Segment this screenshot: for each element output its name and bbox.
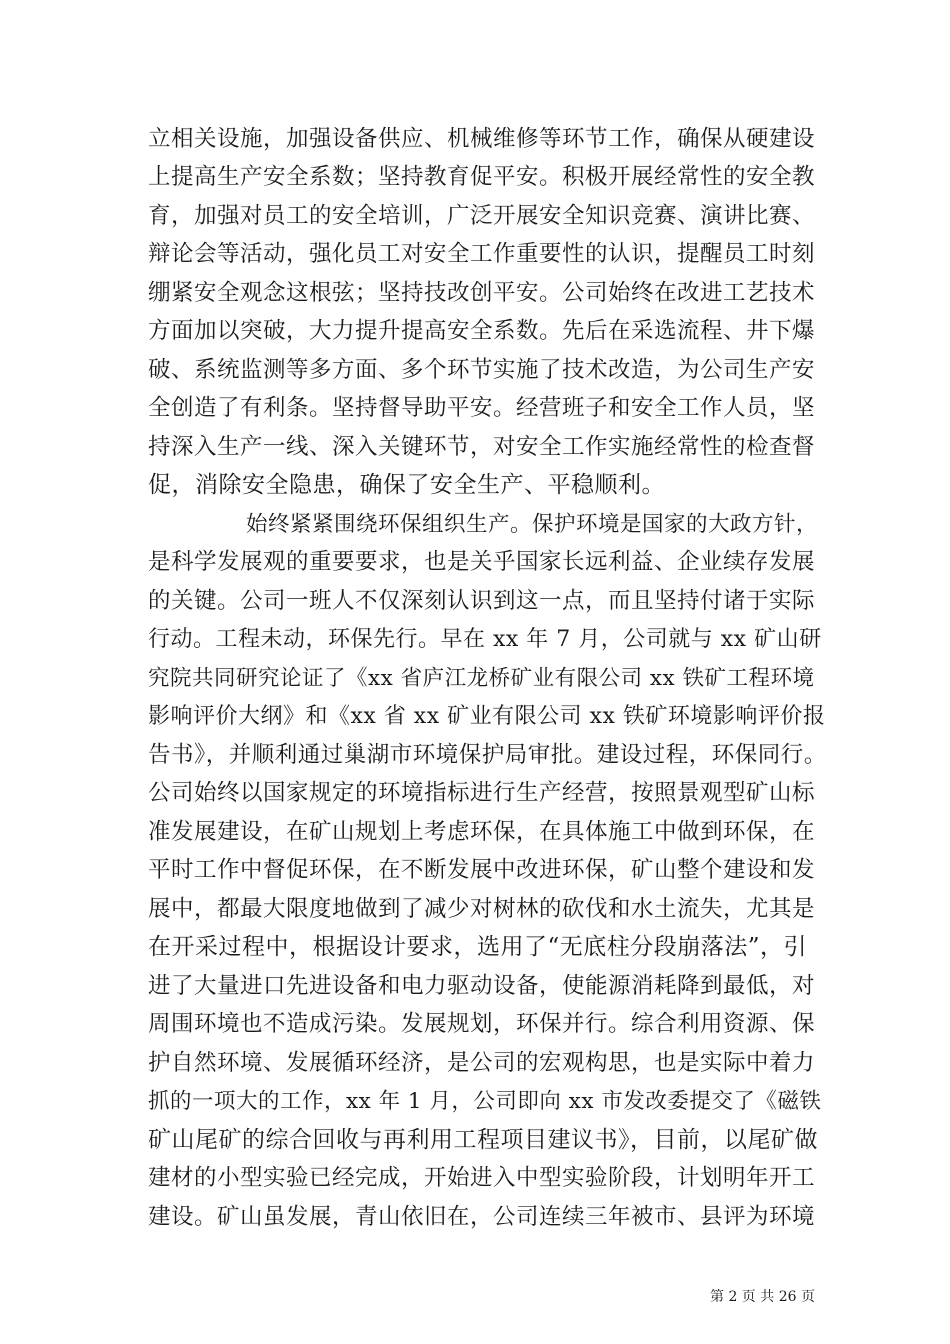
text-line: 建材的小型实验已经完成，开始进入中型实验阶段，计划明年开工	[148, 1165, 816, 1191]
text-line: 方面加以突破，大力提升提高安全系数。先后在采选流程、井下爆	[148, 318, 816, 344]
text-line: 绷紧安全观念这根弦；坚持技改创平安。公司始终在改进工艺技术	[148, 280, 816, 306]
text-line: 周围环境也不造成污染。发展规划，环保并行。综合利用资源、保	[148, 1011, 816, 1037]
text-line: 影响评价大纲》和《xx 省 xx 矿业有限公司 xx 铁矿环境影响评价报	[148, 704, 826, 729]
text-line: 进了大量进口先进设备和电力驱动设备，使能源消耗降到最低，对	[148, 973, 816, 999]
text-line: 上提高生产安全系数；坚持教育促平安。积极开展经常性的安全教	[148, 164, 816, 190]
text-line: 告书》，并顺利通过巢湖市环境保护局审批。建设过程，环保同行。	[148, 742, 827, 768]
text-line: 矿山尾矿的综合回收与再利用工程项目建议书》，目前，以尾矿做	[148, 1127, 818, 1153]
text-line: 立相关设施，加强设备供应、机械维修等环节工作，确保从硬建设	[148, 126, 816, 152]
text-line: 持深入生产一线、深入关键环节，对安全工作实施经常性的检查督	[148, 434, 816, 460]
text-line: 建设。矿山虽发展，青山依旧在，公司连续三年被市、县评为环境	[148, 1204, 816, 1230]
text-line: 是科学发展观的重要要求，也是关乎国家长远利益、企业续存发展	[148, 549, 816, 575]
text-line: 促，消除安全隐患，确保了安全生产、平稳顺利。	[148, 472, 665, 498]
text-line: 展中，都最大限度地做到了减少对树林的砍伐和水土流失，尤其是	[148, 896, 816, 922]
text-line: 全创造了有利条。坚持督导助平安。经营班子和安全工作人员，坚	[148, 395, 816, 421]
text-line: 平时工作中督促环保，在不断发展中改进环保，矿山整个建设和发	[148, 857, 816, 883]
text-line: 辩论会等活动，强化员工对安全工作重要性的认识，提醒员工时刻	[148, 241, 816, 267]
text-line: 公司始终以国家规定的环境指标进行生产经营，按照景观型矿山标	[148, 780, 816, 806]
text-line: 准发展建设，在矿山规划上考虑环保，在具体施工中做到环保，在	[148, 819, 816, 845]
page-number-footer: 第 2 页 共 26 页	[710, 1289, 815, 1305]
paragraph-first-line: 始终紧紧围绕环保组织生产。保护环境是国家的大政方针，	[246, 512, 819, 537]
text-line: 在开采过程中，根据设计要求，选用了“无底柱分段崩落法”，引	[148, 934, 808, 960]
text-line: 的关键。公司一班人不仅深刻认识到这一点，而且坚持付诸于实际	[148, 588, 816, 614]
text-line: 破、系统监测等多方面、多个环节实施了技术改造，为公司生产安	[148, 357, 816, 383]
text-line: 抓的一项大的工作，xx 年 1 月，公司即向 xx 市发改委提交了《磁铁	[148, 1089, 822, 1114]
text-line: 育，加强对员工的安全培训，广泛开展安全知识竞赛、演讲比赛、	[148, 203, 816, 229]
text-line: 护自然环境、发展循环经济，是公司的宏观构思，也是实际中着力	[148, 1050, 816, 1076]
text-line: 行动。工程未动，环保先行。早在 xx 年 7 月，公司就与 xx 矿山研	[148, 627, 822, 652]
text-line: 究院共同研究论证了《xx 省庐江龙桥矿业有限公司 xx 铁矿工程环境	[148, 666, 815, 691]
